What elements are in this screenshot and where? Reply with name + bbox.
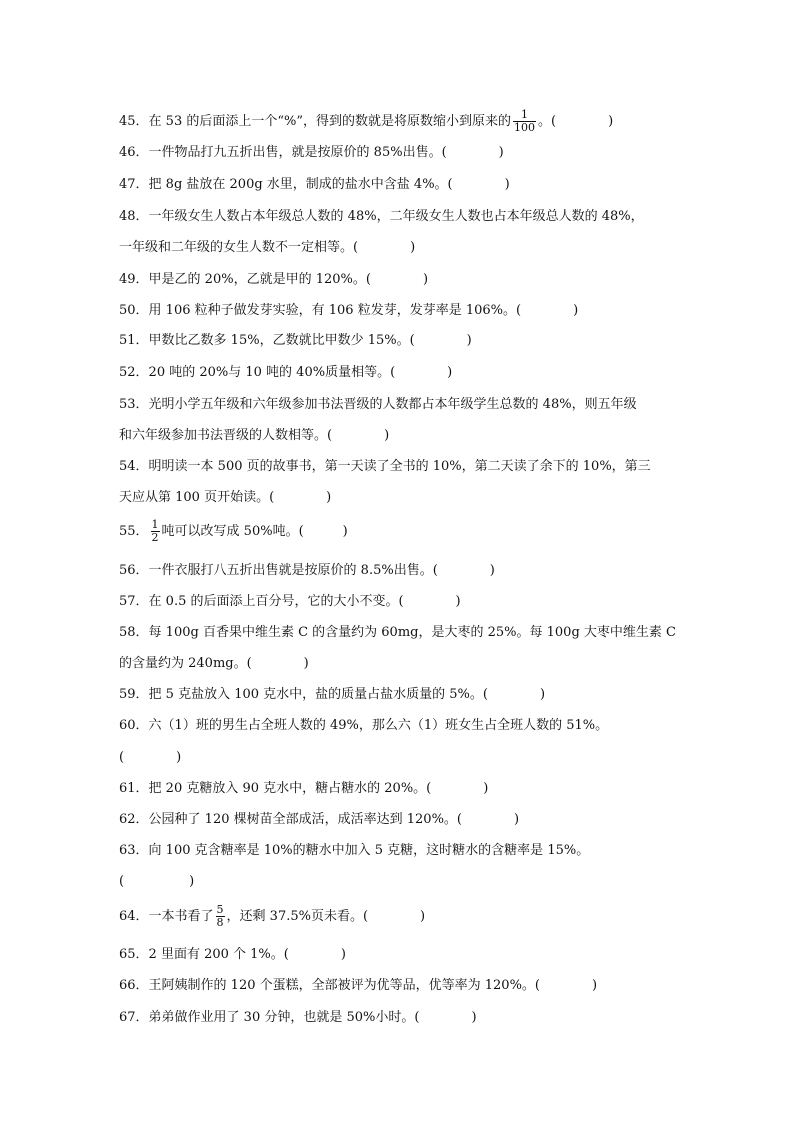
question-text: 55． [119,524,149,539]
question-45 [119,109,613,134]
question-60-line-2 [119,750,181,766]
fraction [216,904,225,929]
question-54-line-1 [119,459,651,475]
question-48-line-1 [119,209,644,225]
fraction-numerator: 1 [521,108,528,121]
question-text: 一年级和二年级的女生人数不一定相等。( ) [119,240,416,255]
question-text: 天应从第 100 页开始读。( ) [119,490,332,505]
question-56 [119,563,495,579]
question-58-line-2 [119,656,309,672]
question-text: 62．公园种了 120 棵树苗全部成活，成活率达到 120%。( ) [119,812,520,827]
question-60-line-1 [119,718,608,734]
question-text: 53．光明小学五年级和六年级参加书法晋级的人数都占本年级学生总数的 48%，则五年级 [119,397,637,412]
question-52 [119,365,452,381]
question-text: 50．用 106 粒种子做发芽实验，有 106 粒发芽，发芽率是 106%。( ) [119,303,579,318]
question-59 [119,687,545,703]
fraction [513,109,536,134]
question-text: 和六年级参加书法晋级的人数相等。( ) [119,428,390,443]
question-47 [119,177,510,193]
question-63-line-2 [119,874,194,890]
question-text: 64．一本书看了 [119,909,214,924]
question-text: ( ) [119,750,182,765]
question-text: 。( ) [538,114,614,129]
question-text: 54．明明读一本 500 页的故事书，第一天读了全书的 10%，第二天读了余下的 10%，第三 [119,459,651,474]
question-text: 48．一年级女生人数占本年级总人数的 48%，二年级女生人数也占本年级总人数的 48%， [119,209,644,224]
question-61 [119,781,488,797]
question-55 [119,519,348,544]
question-text: 57．在 0.5 的后面添上百分号，它的大小不变。( ) [119,594,461,609]
question-text: 的含量约为 240mg。( ) [119,656,309,671]
question-49 [119,272,428,288]
fraction-denominator: 100 [514,121,535,134]
question-53-line-1 [119,397,637,413]
fraction-denominator: 2 [151,531,159,544]
question-text: 49．甲是乙的 20%，乙就是甲的 120%。( ) [119,272,429,287]
question-text: 61．把 20 克糖放入 90 克水中，糖占糖水的 20%。( ) [119,781,489,796]
question-text: 45．在 53 的后面添上一个“%”，得到的数就是将原数缩小到原来的 [119,114,511,129]
question-text: ( ) [119,874,195,889]
question-62 [119,812,519,828]
question-58-line-1 [119,625,676,641]
question-text: 60．六（1）班的男生占全班人数的 49%，那么六（1）班女生占全班人数的 51%。 [119,718,609,733]
question-50 [119,303,578,319]
fraction-numerator: 5 [216,903,224,916]
question-46 [119,145,504,161]
fraction [151,519,160,544]
question-text: 51．甲数比乙数多 15%，乙数就比甲数少 15%。( ) [119,333,472,348]
question-text: 58．每 100g 百香果中维生素 C 的含量约为 60mg，是大枣的 25%。每 100g 大枣中维生素 C [119,625,676,640]
question-text: 59．把 5 克盐放入 100 克水中，盐的质量占盐水质量的 5%。( ) [119,687,546,702]
question-text: 56．一件衣服打八五折出售就是按原价的 8.5%出售。( ) [119,563,495,578]
question-48-line-2 [119,240,415,256]
question-51 [119,333,472,349]
question-text: ，还剩 37.5%页未看。( ) [226,909,426,924]
question-64 [119,904,425,929]
question-65 [119,947,346,963]
question-67 [119,1010,477,1026]
question-53-line-2 [119,428,389,444]
fraction-denominator: 8 [216,916,224,929]
question-66 [119,978,597,994]
question-text: 吨可以改写成 50%吨。( ) [161,524,348,539]
question-63-line-1 [119,843,589,859]
question-text: 65．2 里面有 200 个 1%。( ) [119,947,346,962]
question-text: 63．向 100 克含糖率是 10%的糖水中加入 5 克糖，这时糖水的含糖率是 15%。 [119,843,590,858]
question-text: 66．王阿姨制作的 120 个蛋糕，全部被评为优等品，优等率为 120%。( ) [119,978,598,993]
question-text: 47．把 8g 盐放在 200g 水里，制成的盐水中含盐 4%。( ) [119,177,510,192]
question-text: 46．一件物品打九五折出售，就是按原价的 85%出售。( ) [119,145,504,160]
fraction-numerator: 1 [151,518,159,531]
question-54-line-2 [119,490,331,506]
question-57 [119,594,461,610]
question-text: 67．弟弟做作业用了 30 分钟，也就是 50%小时。( ) [119,1010,477,1025]
question-text: 52．20 吨的 20%与 10 吨的 40%质量相等。( ) [119,365,453,380]
